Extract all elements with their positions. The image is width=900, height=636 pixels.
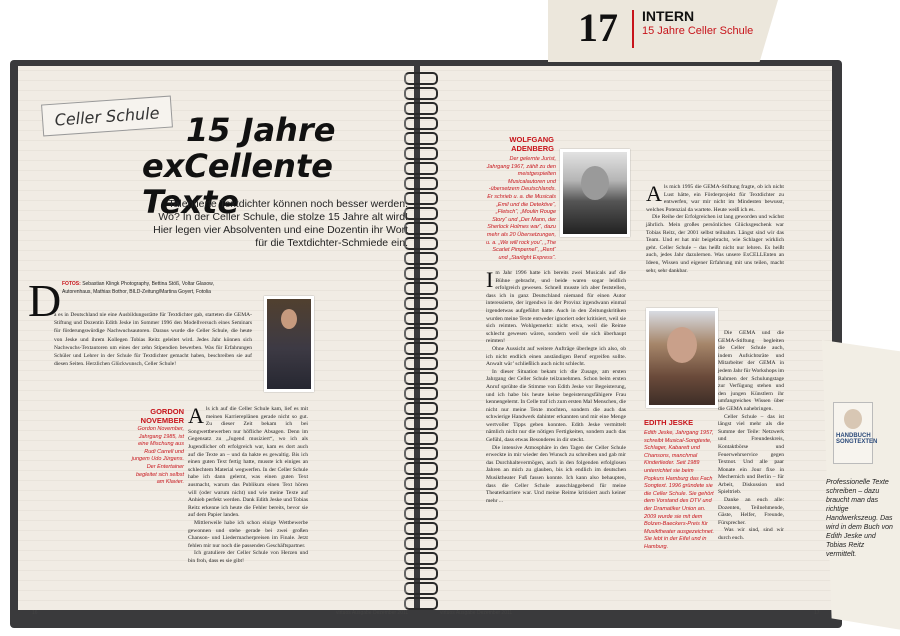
face-shape xyxy=(667,327,697,363)
wolfgang-paragraph-4: Die intensive Atmosphäre in den Tagen der Celler Schule erweckte in mir wieder den Wunsch zu schreiben und gab mir das Durchhaltevermögen, auch in den folgenden erfolglosen Jahren an mich zu glauben, bis ich endlich im deutschen Musiktheater Fuß fassen konnte. Ich kann also behaupten, dass die Celler Schule ausschlaggebend für meine Theaterkarriere war. Und meine Reime kritisiert auch keiner mehr ... xyxy=(486,444,626,504)
gordon-bio: Gordon November, Jahrgang 1985, ist eine Mischung aus Rudi Carrell und jungem Udo Jürgens. Der Entertainer begleitet sich selbst am Klavier. xyxy=(131,426,184,486)
photo-credits-label: FOTOS: xyxy=(62,281,81,287)
title-line-2: exCellente Texte xyxy=(142,147,333,221)
edith-dropcap: A xyxy=(646,181,662,206)
article-lead: Talentierte Textdichter können noch besser werden. Wo? In der Celler Schule, die stolze 15 Jahre alt wird! Hier legen vier Absolventen und eine Dozentin ihr Wort für die Textdichter-Schmiede ein. xyxy=(153,198,408,249)
spiral-ring xyxy=(404,417,438,430)
edith-article-side xyxy=(718,330,784,543)
spiral-ring xyxy=(404,387,438,400)
spiral-ring xyxy=(404,477,438,490)
spiral-ring xyxy=(404,282,438,295)
edith-paragraph-5: Danke an euch alle: Dozenten, Teilnehmende, Gäste, Helfer, Freunde, Fürsprecher. xyxy=(718,497,784,526)
spiral-ring xyxy=(404,372,438,385)
spiral-ring xyxy=(404,402,438,415)
section-subtitle: 15 Jahre Celler Schule xyxy=(642,25,754,37)
spiral-ring xyxy=(404,552,438,565)
wolfgang-dropcap: I xyxy=(486,267,494,292)
section-title: INTERN xyxy=(642,8,695,24)
spiral-ring xyxy=(404,462,438,475)
spiral-ring xyxy=(404,507,438,520)
face-shape xyxy=(581,166,609,200)
wolfgang-paragraph-1: m Jahr 1996 hatte ich bereits zwei Musicals auf die Bühne gebracht, und beide waren sogar leidlich erfolgreich gewesen. Schnell musste ich aber feststellen, dass ich in ganz Deutschland niemand für einen Autor interessierte, der irgendwo in der Provinz irgendwann einmal irgendetwas aufgeführt hatte. Auch in den Zeitungskritiken wurden meine Texte entweder ignoriert oder kritisiert, weil sie sich reimten. Wohlgemerkt: nicht etwa, weil die Reime schlecht gewesen wären, sondern weil sie sich überhaupt reimten! xyxy=(486,270,626,345)
page-number: 17 xyxy=(578,5,618,50)
wolfgang-paragraph-2: Ohne Aussicht auf weitere Aufträge überlegte ich also, ob ich nicht endlich einen anständigen Beruf ergreifen sollte. Anwalt wär’ schließlich auch nicht schlecht. xyxy=(486,345,626,368)
spiral-ring xyxy=(404,567,438,580)
photo-credits-text: Sebastian Klingk Photography, Bettina Stöß, Voltar Glasow, Autorenhaus, Mathias Bothor, BILD-Zeitung/Martina Goyert, Fotolia xyxy=(62,281,214,295)
gordon-dropcap: A xyxy=(188,403,204,428)
intro-text: a es in Deutschland nie eine Ausbildungsstätte für Textdichter gab, starteten die GEMA-Stiftung und Dozentin Edith Jeske im Sommer 1996 den Modellversuch eines Seminars für förderungswürdige Nachwuchsautoren. Daraus wurde die Celler Schule, die heute von Jeske und ihrem Kollegen Tobias Reitz geleitet wird. Jedes Jahr können sich Nachwuchs-Textautoren um eines der zehn Stipendien bewerben. Was für Erfahrungen Schüler und Lehrer in der Schule für Textdichter gemacht haben, beschreiben sie auf diesen Seiten. Herzlichen Glückwunsch, Celler Schule! xyxy=(54,312,252,368)
gordon-name: GORDON NOVEMBER xyxy=(140,407,184,425)
spiral-ring xyxy=(404,447,438,460)
edith-paragraph-1: ls mich 1995 die GEMA-Stiftung fragte, ob ich nicht Lust hätte, ein Förderprojekt für Textdichter zu entwerfen, war mir nicht im Mindesten bewusst, welches Potenzial da wartete. Heute weiß ich es. xyxy=(646,184,784,213)
spiral-ring xyxy=(404,72,438,85)
spiral-ring xyxy=(404,297,438,310)
edith-paragraph-2: Die Reihe der Erfolgreichen ist lang geworden und wächst jährlich. Mein großes persönliches Glücksgeschenk war Tobias Reitz, der 2001 selbst teilnahm. Längst sind wir das Team. Und er hat mir beigebracht, wie Schlager wirklich geht. Celler Schule – das heißt nicht nur lehren. Es heißt auch, jedes Jahr dazulernen. Was unsere ExCELLEnten an Ideen, Wissen und eigener Erfahrung mit uns teilen, macht sehr, sehr dankbar. xyxy=(646,214,784,274)
spiral-ring xyxy=(404,492,438,505)
spiral-ring xyxy=(404,87,438,100)
edith-name: EDITH JESKE xyxy=(644,418,694,427)
edith-paragraph-3: Die GEMA und die GEMA-Stiftung begleiten die Celler Schule auch, indem Aufsichtsräte und Mitarbeiter der GEMA in jedem Jahr für Workshops im Rahmen der Schulungstage zur Verfügung stehen und den jungen Künstlern ihr umfangreiches Wissen über die GEMA nahebringen. xyxy=(718,330,784,412)
spiral-ring xyxy=(404,327,438,340)
edith-article-top xyxy=(646,181,784,275)
footer-page-left: 16 xyxy=(32,610,38,616)
wolfgang-paragraph-3: In dieser Situation bekam ich die Zusage, am ersten Jahrgang der Celler Schule teilzunehmen. Schon beim ersten Anruf sprühte die Stimme von Edith Jeske vor Begeisterung, und ich habe bis heute keine begeisterungsfähigere Frau kennengelernt. In Celle traf ich zum ersten Mal Menschen, die nicht nur meine Texte mochten, sondern die auch das schwierige Handwerk dahinter erkannten und mir eine Menge wertvoller Tipps geben konnten. Edith Jeske vermittelt nämlich nicht nur die nötigen Fertigkeiten, sondern auch das Gefühl, dass etwas Besonderes in dir steckt. xyxy=(486,368,626,444)
spiral-ring xyxy=(404,582,438,595)
spiral-ring xyxy=(404,252,438,265)
wolfgang-bio: Der gelernte Jurist, Jahrgang 1967, zählt zu den meistgespielten Musicalautoren und -übersetzern Deutschlands. Er schrieb u. a. die Musicals „Emil und die Detektive“, „Fletsch“, „Moulin Rouge Story“ und „Der Mann, der Sherlock Holmes war“, dazu mehr als 20 Übersetzungen, u. a. „We will rock you“, „The Scarlet Pimpernel“, „Rent“ und „Starlight Express“. xyxy=(486,156,556,261)
stamp-text: Celler Schule xyxy=(53,102,161,130)
spiral-ring xyxy=(404,597,438,610)
spiral-ring xyxy=(404,267,438,280)
face-shape xyxy=(281,309,297,329)
spiral-ring xyxy=(404,342,438,355)
footer-mag-left: virtuos Ausgabe Dezember 2011 xyxy=(336,610,409,616)
gordon-paragraph-3: Ich gratuliere der Celler Schule von Herzen und bin froh, dass es sie gibt! xyxy=(188,550,308,564)
book-cover-image xyxy=(844,409,862,429)
footer-mag-right: virtuos Ausgabe Dezember 2011 xyxy=(440,610,513,616)
spiral-ring xyxy=(404,237,438,250)
spiral-ring xyxy=(404,222,438,235)
spiral-ring xyxy=(404,522,438,535)
title-line-1: 15 Jahre xyxy=(186,111,336,149)
book-title: HANDBUCH SONGTEXTEN xyxy=(836,433,878,445)
gordon-november-photo xyxy=(264,296,314,392)
side-note-caption: Professionelle Texte schreiben – dazu braucht man das richtige Handwerkszeug. Das wird in dem Buch von Edith Jeske und Tobias Reitz vermittelt. xyxy=(826,479,893,558)
edith-paragraph-6: Was wir sind, sind wir durch euch. xyxy=(718,527,784,542)
edith-jeske-photo xyxy=(646,308,718,408)
wolfgang-adenberg-photo xyxy=(560,149,630,237)
photo-credits xyxy=(62,280,222,296)
edith-bio: Edith Jeske, Jahrgang 1957, schreibt Musical-Songtexte, Schlager, Kabarett und Chansons, manchmal Kinderlieder. Seit 1989 unterrichtet sie beim Popkurs Hamburg das Fach Songtext. 1996 gründete sie die Celler Schule. Sie gehört dem Vorstand des DTV und der Dramatiker Union an. 2009 wurde sie mit dem Bolzen-Baeckers-Preis für Musiktheater ausgezeichnet. Sie lebt in der Eifel und in Hamburg. xyxy=(644,430,715,550)
spiral-ring xyxy=(404,537,438,550)
gordon-article xyxy=(188,403,308,565)
songtexten-book-cover xyxy=(833,402,878,464)
spiral-ring xyxy=(404,357,438,370)
spiral-ring xyxy=(404,432,438,445)
footer-page-right: 17 xyxy=(814,610,820,616)
spiral-ring xyxy=(404,312,438,325)
wolfgang-article xyxy=(486,267,626,505)
wolfgang-name: WOLFGANG ADENBERG xyxy=(509,135,554,153)
header-divider xyxy=(632,10,634,48)
edith-paragraph-4: Celler Schule – das ist längst viel mehr als die Summe der Teile: Netzwerk und Freundeskreis, Kontaktbörse und Feuerwehrservice gegen Textnot. Und alle paar Monate ein Jour fixe in Mechernich und Berlin – für Arbeit, Diskussion und Spieltrieb. xyxy=(718,413,784,496)
gordon-paragraph-2: Mittlerweile habe ich schon einige Wettbewerbe gewonnen und stehe gerade bei zwei großen Chanson- und Liedermacherpreisen im Finale. Jetzt fehlen mir nur noch die passenden Geschäftspartner. xyxy=(188,519,308,549)
gordon-paragraph-1: ls ich auf die Celler Schule kam, lief es mit meinen Karriereplänen gerade nicht so gut. Zu dieser Zeit bekam ich bei Songwettbewerben nur höfliche Absagen. Denn im Gegensatz zu „Jugend musiziert“, wo ich als Jugendlicher oft erfolgreich war, kam es dort auch auf die Texte an – und da hakte es gewaltig. Bis ich einen guten Text fertig hatte, musste ich einiges an schlechtem Material wegwerfen. In der Celler Schule habe ich dann gelernt, was einen guten Text ausmacht, warum das Publikum einen Text hören will (oder warum nicht) und wie meine Texte auf Anhieb perfekt werden. Dank Edith Jeske und Tobias Reitz erkenne ich heute die Fehler bereits, bevor sie auf dem Papier landen. xyxy=(188,406,308,519)
intro-dropcap: D xyxy=(28,275,62,326)
